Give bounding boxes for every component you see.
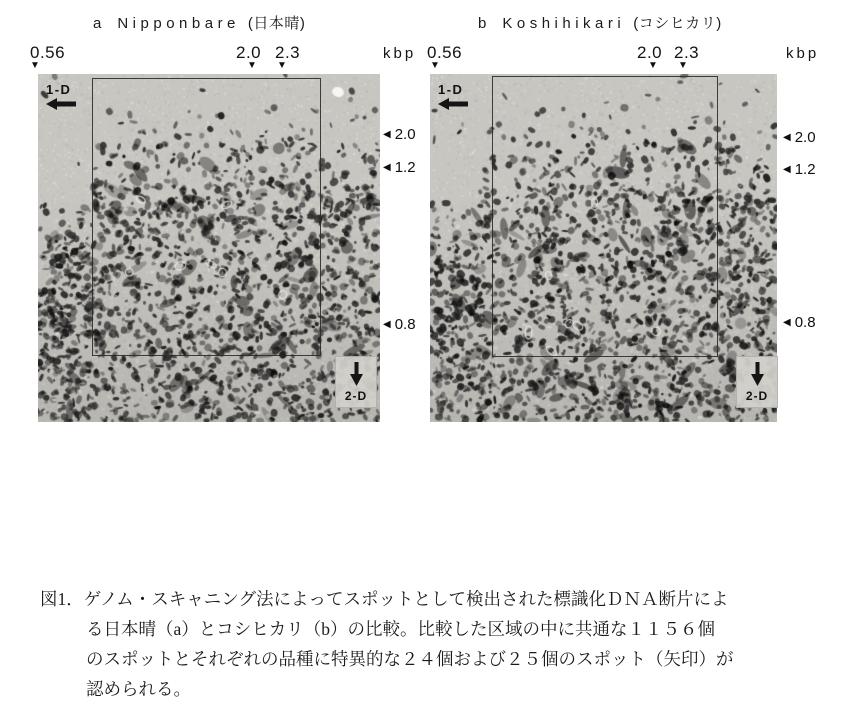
size-marker-label: 0.8 xyxy=(794,314,816,331)
size-marker-label: 2.0 xyxy=(794,129,816,146)
size-marker-label: 1.2 xyxy=(794,161,816,178)
panel-a-top-marker-2.3: 2.3 xyxy=(275,43,301,62)
size-marker-b-1.2 xyxy=(783,161,816,178)
down-arrow-icon xyxy=(350,362,363,386)
left-arrow-icon xyxy=(46,98,76,110)
panel-b-variety-name: Koshihikari xyxy=(502,15,626,32)
left-triangle-icon: ◀ xyxy=(383,129,391,140)
size-marker-b-0.8 xyxy=(783,314,816,331)
panel-a-variety-name-jp: (日本晴) xyxy=(247,15,306,32)
panel-b-letter: b xyxy=(478,15,489,32)
first-dimension-marker-b xyxy=(438,82,468,110)
size-marker-a-1.2 xyxy=(383,159,416,176)
size-marker-label: 2.0 xyxy=(394,126,416,143)
left-triangle-icon: ◀ xyxy=(783,317,791,328)
left-arrow-icon xyxy=(438,98,468,110)
down-triangle-icon: ▼ xyxy=(30,60,40,71)
panel-a-variety-name: Nipponbare xyxy=(117,15,240,32)
first-dimension-label: 1-D xyxy=(438,82,464,97)
size-marker-b-2.0 xyxy=(783,129,816,146)
panel-b-title xyxy=(478,12,722,33)
comparison-region-box-a xyxy=(92,78,321,356)
panel-a-top-marker-0.56: 0.56 xyxy=(30,43,66,62)
second-dimension-marker-a xyxy=(335,356,377,408)
comparison-region-box-b xyxy=(492,76,718,357)
down-triangle-icon: ▼ xyxy=(430,60,440,71)
left-triangle-icon: ◀ xyxy=(783,164,791,175)
second-dimension-marker-b xyxy=(736,356,778,408)
panel-b-unit-label: kbp xyxy=(786,45,820,62)
second-dimension-label: 2-D xyxy=(745,388,769,403)
panel-a-unit-label: kbp xyxy=(383,45,417,62)
first-dimension-marker-a xyxy=(46,82,76,110)
size-marker-a-0.8 xyxy=(383,316,416,333)
panel-b-variety-name-jp: (コシヒカリ) xyxy=(633,15,722,32)
left-triangle-icon: ◀ xyxy=(783,132,791,143)
size-marker-a-2.0 xyxy=(383,126,416,143)
first-dimension-label: 1-D xyxy=(46,82,72,97)
caption-line: のスポットとそれぞれの品種に特異的な２４個および２５個のスポット（矢印）が xyxy=(86,649,734,669)
panel-a-top-marker-2.0: 2.0 xyxy=(236,43,262,62)
size-marker-label: 0.8 xyxy=(394,316,416,333)
left-triangle-icon: ◀ xyxy=(383,162,391,173)
panel-b-top-marker-2.0: 2.0 xyxy=(637,43,663,62)
panel-b-top-marker-2.3: 2.3 xyxy=(674,43,700,62)
second-dimension-label: 2-D xyxy=(344,388,368,403)
left-triangle-icon: ◀ xyxy=(383,319,391,330)
down-triangle-icon: ▼ xyxy=(277,60,287,71)
caption-line: 認められる。 xyxy=(86,679,191,699)
down-triangle-icon: ▼ xyxy=(247,60,257,71)
panel-a-letter: a xyxy=(93,15,104,32)
figure-caption xyxy=(40,584,828,704)
gel-photo-b xyxy=(430,74,777,422)
caption-line: 図1．ゲノム・スキャニング法によってスポットとして検出された標識化ＤＮＡ断片によ xyxy=(40,589,729,609)
down-triangle-icon: ▼ xyxy=(648,60,658,71)
caption-line: る日本晴（a）とコシヒカリ（b）の比較。比較した区域の中に共通な１１５６個 xyxy=(86,619,716,639)
down-arrow-icon xyxy=(751,362,764,386)
panel-a-title xyxy=(93,12,305,33)
panel-b-top-marker-0.56: 0.56 xyxy=(427,43,463,62)
size-marker-label: 1.2 xyxy=(394,159,416,176)
gel-photo-a xyxy=(38,74,380,422)
down-triangle-icon: ▼ xyxy=(678,60,688,71)
